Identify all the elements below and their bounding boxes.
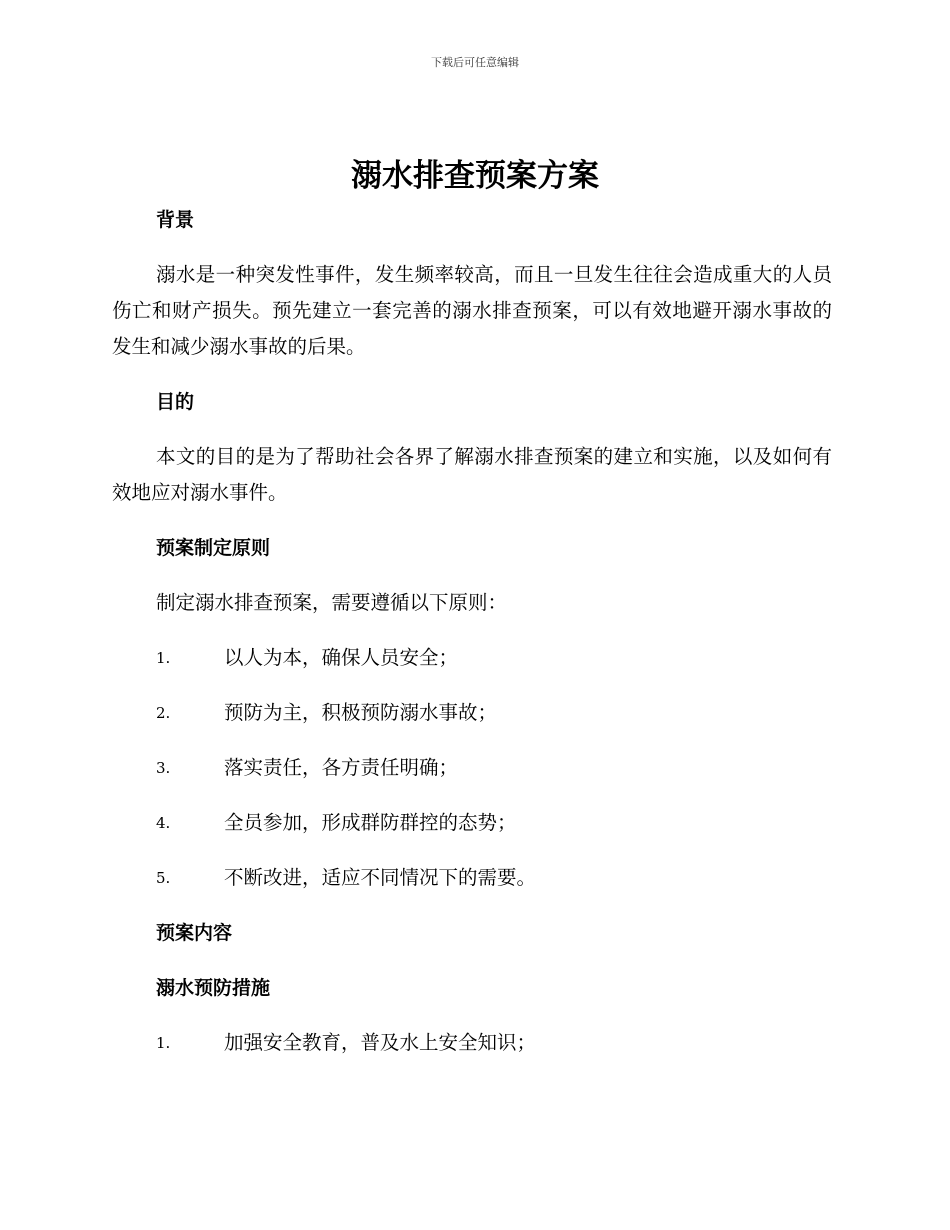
purpose-paragraph: 本文的目的是为了帮助社会各界了解溺水排查预案的建立和实施，以及如何有效地应对溺水事件。 (112, 445, 832, 504)
page-header-note: 下载后可任意编辑 (431, 56, 519, 69)
principles-list (112, 640, 832, 896)
list-item-text: 预防为主，积极预防溺水事故； (224, 701, 498, 724)
principles-intro: 制定溺水排查预案，需要遵循以下原则： (156, 591, 508, 614)
list-item-number: 3. (156, 759, 171, 777)
list-item-number: 1. (156, 649, 171, 667)
list-item-text: 落实责任，各方责任明确； (224, 756, 459, 779)
list-item (112, 695, 832, 731)
document-body (112, 202, 832, 1080)
list-item-number: 5. (156, 869, 171, 887)
background-paragraph: 溺水是一种突发性事件，发生频率较高，而且一旦发生往往会造成重大的人员伤亡和财产损失。预先建立一套完善的溺水排查预案，可以有效地避开溺水事故的发生和减少溺水事故的后果。 (112, 263, 832, 358)
list-item (112, 750, 832, 786)
prevention-list (112, 1025, 832, 1061)
section-heading-content: 预案内容 (156, 922, 233, 944)
section-heading-principles: 预案制定原则 (156, 537, 271, 559)
list-item-text: 加强安全教育，普及水上安全知识； (224, 1031, 537, 1054)
list-item (112, 640, 832, 676)
section-heading-prevention: 溺水预防措施 (156, 977, 271, 999)
list-item-number: 2. (156, 704, 171, 722)
list-item-text: 不断改进，适应不同情况下的需要。 (224, 866, 537, 889)
list-item-text: 以人为本，确保人员安全； (224, 646, 459, 669)
list-item (112, 1025, 832, 1061)
list-item (112, 860, 832, 896)
list-item-text: 全员参加，形成群防群控的态势； (224, 811, 517, 834)
section-heading-purpose: 目的 (156, 391, 195, 413)
list-item-number: 1. (156, 1034, 171, 1052)
list-item (112, 805, 832, 841)
list-item-number: 4. (156, 814, 171, 832)
section-heading-background: 背景 (156, 209, 195, 231)
document-title: 溺水排查预案方案 (351, 158, 599, 194)
